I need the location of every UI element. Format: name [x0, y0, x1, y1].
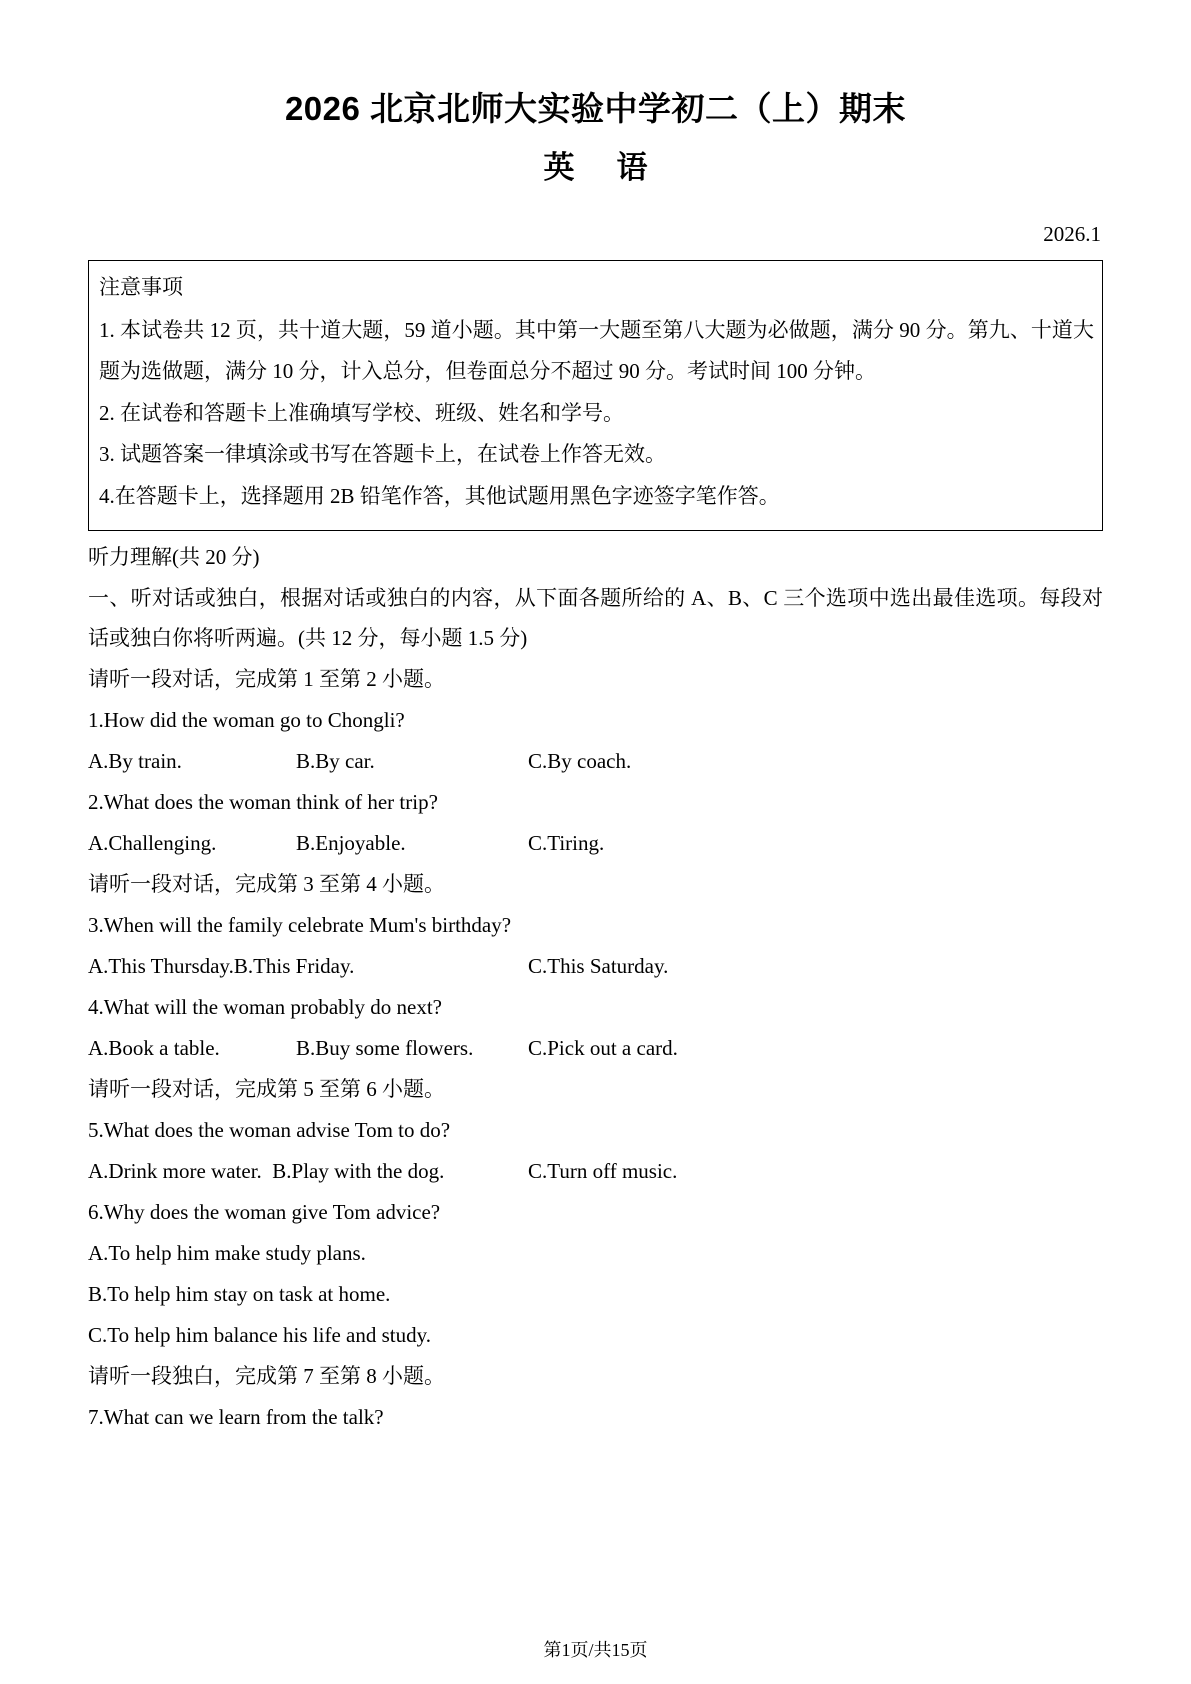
option-ab[interactable]: A.This Thursday.B.This Friday. [88, 954, 355, 979]
subject-title [88, 129, 1103, 188]
option-a[interactable]: A.Challenging. [88, 831, 217, 856]
notice-line-2: 2. 在试卷和答题卡上准确填写学校、班级、姓名和学号。 [99, 400, 624, 425]
question-stem: 5.What does the woman advise Tom to do? [88, 1117, 451, 1142]
exam-date: 2026.1 [1043, 222, 1101, 246]
option-a[interactable]: A.Book a table. [88, 1036, 220, 1061]
question-stem: 4.What will the woman probably do next? [88, 995, 442, 1020]
question-options [88, 1151, 1103, 1192]
option-c[interactable]: C.This Saturday. [528, 954, 669, 979]
option-a[interactable]: A.To help him make study plans. [88, 1240, 366, 1265]
subject-title-right: 语 [616, 150, 648, 186]
listening-instruction: 一、听对话或独白，根据对话或独白的内容，从下面各题所给的 A、B、C 三个选项中选出最佳选项。每段对话或独白你将听两遍。(共 12 分，每小题 1.5 分) [88, 585, 1103, 651]
option-c[interactable]: C.Pick out a card. [528, 1036, 678, 1061]
option-c[interactable]: C.Tiring. [528, 831, 605, 856]
listening-group-lead: 请听一段独白，完成第 7 至第 8 小题。 [88, 1363, 445, 1388]
question-options [88, 946, 1103, 987]
option-ab[interactable]: A.Drink more water. B.Play with the dog. [88, 1158, 445, 1183]
notice-heading: 注意事项 [99, 275, 183, 300]
notice-box [88, 260, 1103, 530]
question-stem: 1.How did the woman go to Chongli? [88, 708, 405, 733]
notice-line-1: 1. 本试卷共 12 页，共十道大题，59 道小题。其中第一大题至第八大题为必做题，满分 90 分。第九、十道大题为选做题，满分 10 分，计入总分，但卷面总分不超过 90 分。考试时间 100 分钟。 [99, 317, 1094, 384]
option-b[interactable]: B.Enjoyable. [296, 831, 406, 856]
option-c[interactable]: C.Turn off music. [528, 1158, 678, 1183]
option-b[interactable]: B.By car. [296, 749, 375, 774]
notice-line-4: 4.在答题卡上，选择题用 2B 铅笔作答，其他试题用黑色字迹签字笔作答。 [99, 484, 780, 509]
page-footer: 第1页/共15页 [543, 1639, 648, 1660]
listening-group-lead: 请听一段对话，完成第 3 至第 4 小题。 [88, 872, 445, 897]
listening-group-lead: 请听一段对话，完成第 1 至第 2 小题。 [88, 667, 445, 692]
listening-group-lead: 请听一段对话，完成第 5 至第 6 小题。 [88, 1077, 445, 1102]
notice-line-3: 3. 试题答案一律填涂或书写在答题卡上，在试卷上作答无效。 [99, 442, 666, 467]
question-options [88, 823, 1103, 864]
question-options [88, 1028, 1103, 1069]
page-title: 2026 北京北师大实验中学初二（上）期末 [284, 90, 907, 127]
option-c[interactable]: C.By coach. [528, 749, 632, 774]
question-stem: 6.Why does the woman give Tom advice? [88, 1199, 441, 1224]
option-c[interactable]: C.To help him balance his life and study. [88, 1322, 432, 1347]
question-stem: 2.What does the woman think of her trip? [88, 790, 438, 815]
option-a[interactable]: A.By train. [88, 749, 182, 774]
option-b[interactable]: B.Buy some flowers. [296, 1036, 474, 1061]
question-stem: 7.What can we learn from the talk? [88, 1404, 384, 1429]
subject-title-left: 英 [543, 150, 575, 186]
question-options [88, 741, 1103, 782]
question-stem: 3.When will the family celebrate Mum's birthday? [88, 913, 512, 938]
listening-section-title: 听力理解(共 20 分) [88, 544, 260, 569]
option-b[interactable]: B.To help him stay on task at home. [88, 1281, 391, 1306]
